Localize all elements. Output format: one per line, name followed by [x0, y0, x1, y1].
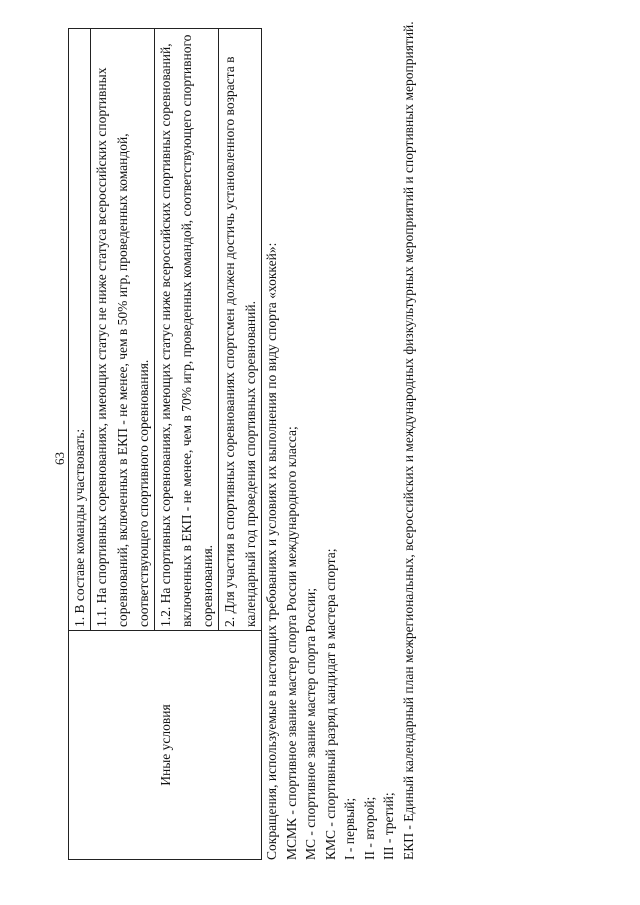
conditions-table [68, 28, 262, 860]
table-row [69, 29, 262, 860]
table-subrow [219, 29, 261, 630]
label-cell: Иные условия [69, 631, 262, 860]
abbreviation-item: КМС - спортивный разряд кандидат в мастера спорта; [322, 548, 338, 860]
abbreviation-item: МС - спортивное звание мастер спорта России; [303, 588, 318, 860]
table-subrow [91, 29, 155, 630]
abbreviation-item: III - третий; [381, 792, 396, 860]
condition-text: 1. В составе команды участвовать: [72, 428, 87, 627]
abbreviation-item: ЕКП - Единый календарный план межрегиональных, всероссийских и международных физкультурных мероприятий и спортивных мероприятий. [400, 21, 416, 860]
abbreviation-item: МСМК - спортивное звание мастер спорта России международного класса; [283, 426, 299, 860]
table-subrow [155, 29, 219, 630]
condition-text: 1.1. На спортивных соревнованиях, имеющих статус не ниже статуса всероссийских спортивных соревнований, включенных в ЕКП - не менее, чем в 50% игр, проведенных командой, соответствующего спортивного соревнования. [94, 67, 151, 627]
condition-text: 2. Для участия в спортивных соревнованиях спортсмен должен достичь установленного возраста в календарный год проведения спортивных соревнований. [222, 56, 258, 627]
page-number: 63 [52, 452, 67, 465]
table-subrow [69, 29, 91, 630]
content-cell [69, 29, 262, 631]
abbreviation-item: II - второй; [361, 796, 377, 860]
abbreviations-block [262, 20, 418, 860]
abbreviations-intro: Сокращения, используемые в настоящих требованиях и условиях их выполнения по виду спорта «хоккей»: [264, 242, 279, 860]
condition-text: 1.2. На спортивных соревнованиях, имеющих статус ниже всероссийских спортивных соревнований, включенных в ЕКП - не менее, чем в 70% игр, проведенных командой, соответствующего спортивного соревнования. [158, 34, 215, 627]
abbreviation-item: I - первый; [342, 797, 357, 860]
